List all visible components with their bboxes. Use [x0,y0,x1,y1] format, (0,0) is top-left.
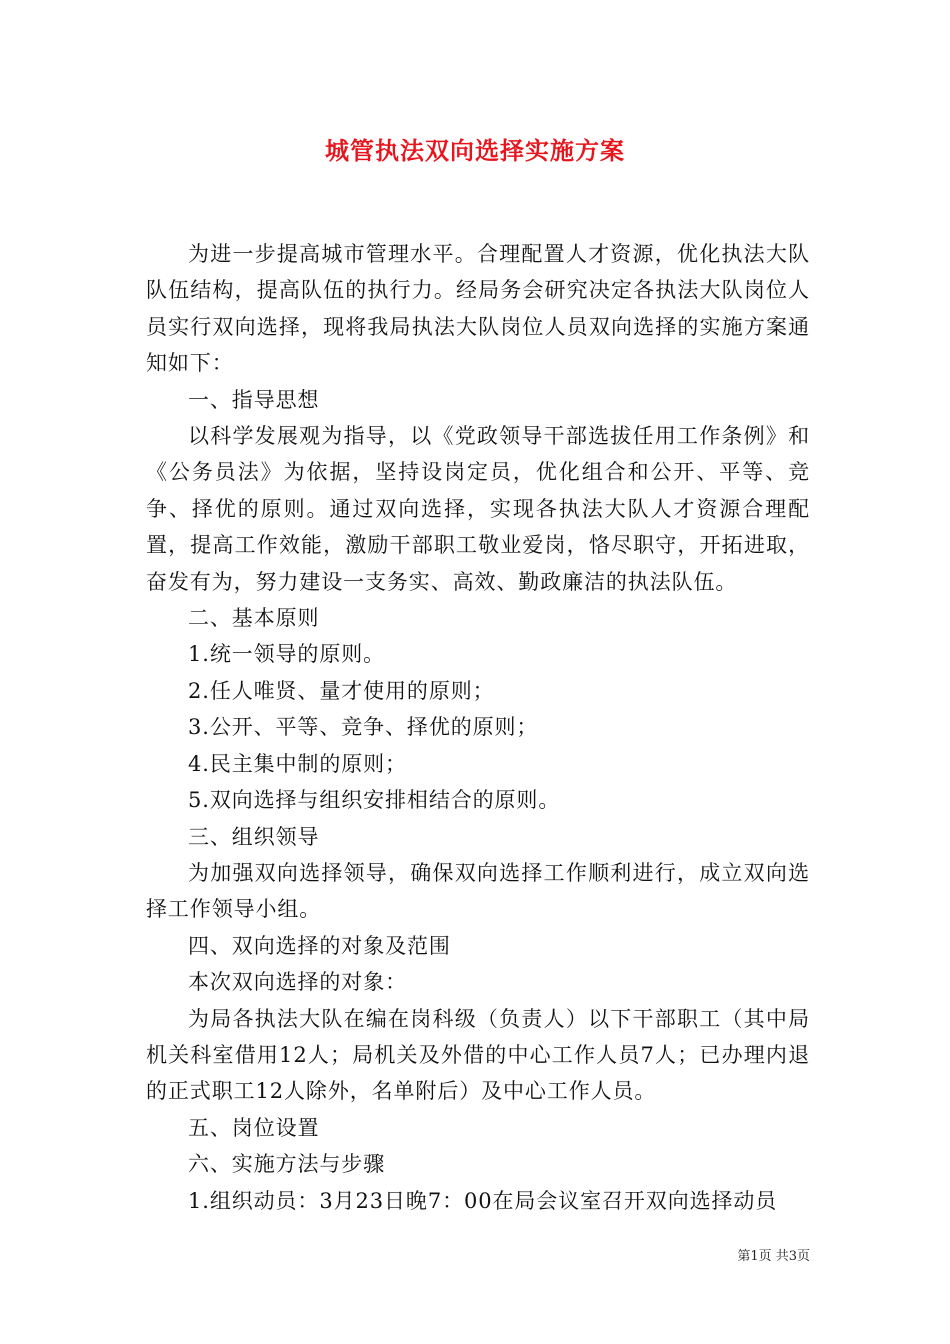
page-number: 第1页 共3页 [737,1249,810,1264]
section-heading-organization: 三、组织领导 [188,824,320,849]
principle-item-1: 1.统一领导的原则。 [188,642,386,667]
principle-item-5: 5.双向选择与组织安排相结合的原则。 [188,788,561,813]
principle-item-3: 3.公开、平等、竞争、择优的原则； [188,715,539,740]
scope-intro: 本次双向选择的对象： [188,970,407,995]
principle-item-2: 2.任人唯贤、量才使用的原则； [188,678,495,703]
principle-item-4: 4.民主集中制的原则； [188,751,407,776]
organization-paragraph: 为加强双向选择领导，确保双向选择工作顺利进行，成立双向选择工作领导小组。 [146,860,810,922]
section-heading-positions: 五、岗位设置 [188,1115,320,1140]
intro-paragraph: 为进一步提高城市管理水平。合理配置人才资源，优化执法大队队伍结构，提高队伍的执行力。经局务会研究决定各执法大队岗位人员实行双向选择，现将我局执法大队岗位人员双向选择的实施方案通知如下： [146,242,810,376]
document-body [146,236,810,1219]
scope-paragraph: 为局各执法大队在编在岗科级（负责人）以下干部职工（其中局机关科室借用12人；局机关及外借的中心工作人员7人；已办理内退的正式职工12人除外，名单附后）及中心工作人员。 [146,1006,810,1104]
method-step-1: 1.组织动员：3月23日晚7：00在局会议室召开双向选择动员 [188,1188,778,1213]
section-heading-scope: 四、双向选择的对象及范围 [188,933,451,958]
guiding-ideology-paragraph: 以科学发展观为指导，以《党政领导干部选拔任用工作条例》和《公务员法》为依据，坚持设岗定员，优化组合和公开、平等、竞争、择优的原则。通过双向选择，实现各执法大队人才资源合理配置，提高工作效能，激励干部职工敬业爱岗，恪尽职守，开拓进取，奋发有为，努力建设一支务实、高效、勤政廉洁的执法队伍。 [146,424,810,594]
document-title: 城管执法双向选择实施方案 [325,136,625,165]
section-heading-basic-principles: 二、基本原则 [188,606,320,631]
section-heading-guiding-ideology: 一、指导思想 [188,387,320,412]
section-heading-methods: 六、实施方法与步骤 [188,1152,386,1177]
